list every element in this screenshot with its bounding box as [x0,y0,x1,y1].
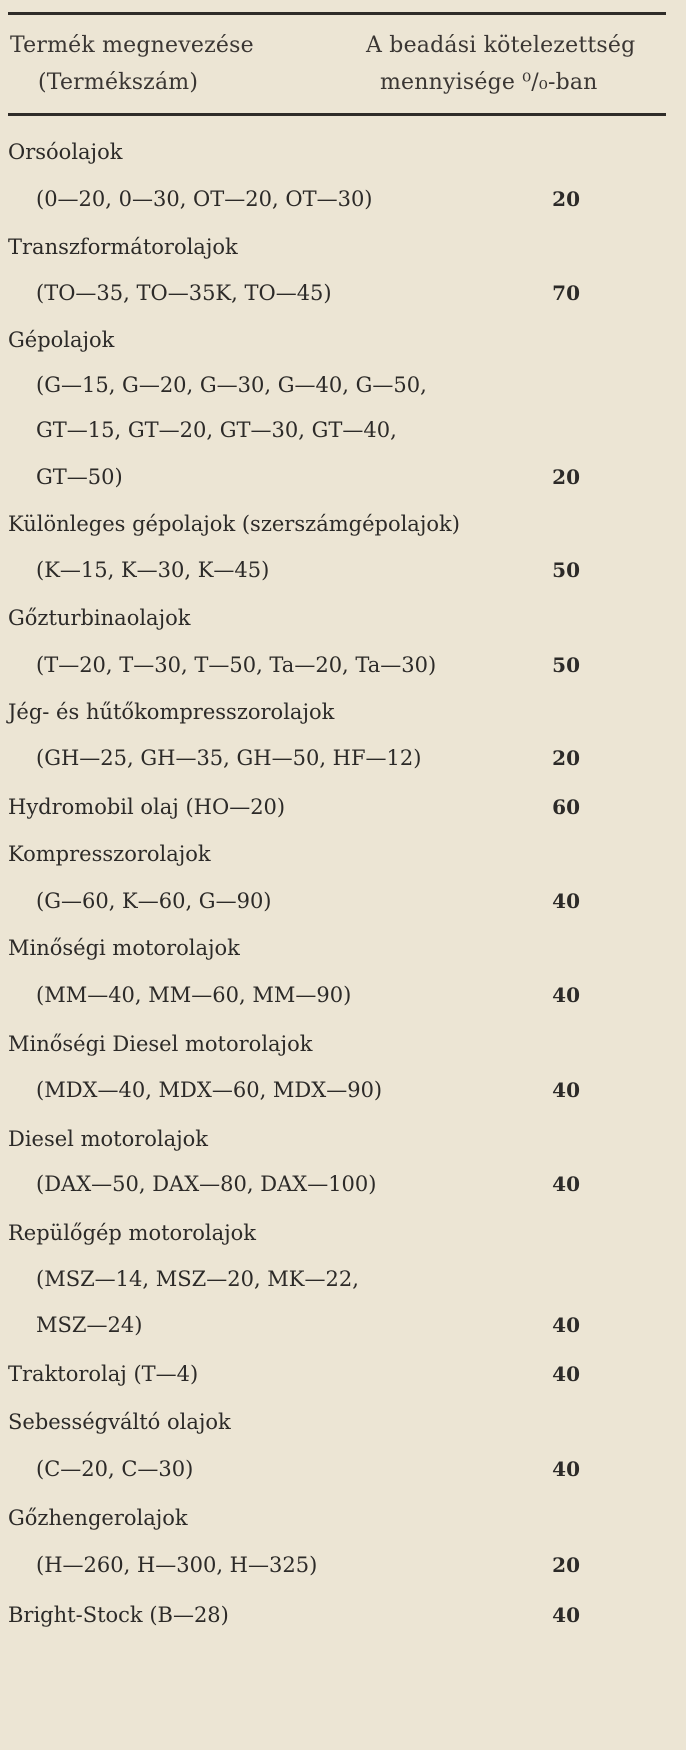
obligation-percent: 40 [552,983,580,1007]
product-name: Bright-Stock (B—28) [8,1603,229,1627]
product-name: Transzformátorolajok [8,235,238,259]
obligation-percent: 60 [552,795,580,819]
product-name: Jég- és hűtőkompresszorolajok [8,700,335,724]
product-name: Repülőgép motorolajok [8,1221,256,1245]
product-codes: (C—20, C—30) [36,1457,194,1481]
obligation-percent: 20 [552,746,580,770]
obligation-percent: 50 [552,653,580,677]
product-codes: (GH—25, GH—35, GH—50, HF—12) [36,746,422,770]
product-name: Traktorolaj (T—4) [8,1362,199,1386]
product-codes: GT—15, GT—20, GT—30, GT—40, [36,418,397,442]
product-codes: (G—60, K—60, G—90) [36,889,272,913]
header-product-number: (Termékszám) [38,70,199,95]
product-codes: (MDX—40, MDX—60, MDX—90) [36,1078,383,1102]
obligation-percent: 20 [552,187,580,211]
obligation-percent: 40 [552,889,580,913]
product-name: Minőségi Diesel motorolajok [8,1032,313,1056]
product-codes: (MM—40, MM—60, MM—90) [36,983,352,1007]
product-name: Minőségi motorolajok [8,936,240,960]
product-name: Sebességváltó olajok [8,1410,231,1434]
header-quantity-percent: mennyisége ⁰/₀-ban [380,70,598,95]
obligation-percent: 40 [552,1457,580,1481]
header-rule [8,113,666,116]
product-name: Gépolajok [8,328,115,352]
product-name: Kompresszorolajok [8,842,211,866]
header-product-name: Termék megnevezése [10,33,254,58]
obligation-percent: 50 [552,558,580,582]
product-name: Gőzturbinaolajok [8,606,191,630]
product-codes: (TO—35, TO—35K, TO—45) [36,281,332,305]
product-codes: MSZ—24) [36,1313,143,1337]
product-codes: (DAX—50, DAX—80, DAX—100) [36,1172,377,1196]
product-codes: (K—15, K—30, K—45) [36,558,270,582]
product-codes: GT—50) [36,465,123,489]
product-name: Gőzhengerolajok [8,1506,188,1530]
obligation-percent: 70 [552,281,580,305]
obligation-percent: 40 [552,1362,580,1386]
product-name: Diesel motorolajok [8,1127,209,1151]
product-name: Hydromobil olaj (HO—20) [8,795,286,819]
product-codes: (T—20, T—30, T—50, Ta—20, Ta—30) [36,653,437,677]
product-codes: (G—15, G—20, G—30, G—40, G—50, [36,373,427,397]
product-codes: (0—20, 0—30, OT—20, OT—30) [36,187,373,211]
obligation-percent: 40 [552,1078,580,1102]
obligation-percent: 20 [552,1553,580,1577]
top-rule [8,12,666,15]
product-codes: (MSZ—14, MSZ—20, MK—22, [36,1267,359,1291]
obligation-percent: 40 [552,1603,580,1627]
obligation-percent: 20 [552,465,580,489]
obligation-percent: 40 [552,1172,580,1196]
product-name: Különleges gépolajok (szerszámgépolajok) [8,512,460,536]
header-obligation: A beadási kötelezettség [366,33,636,58]
obligation-percent: 40 [552,1313,580,1337]
product-name: Orsóolajok [8,140,123,164]
product-codes: (H—260, H—300, H—325) [36,1553,318,1577]
